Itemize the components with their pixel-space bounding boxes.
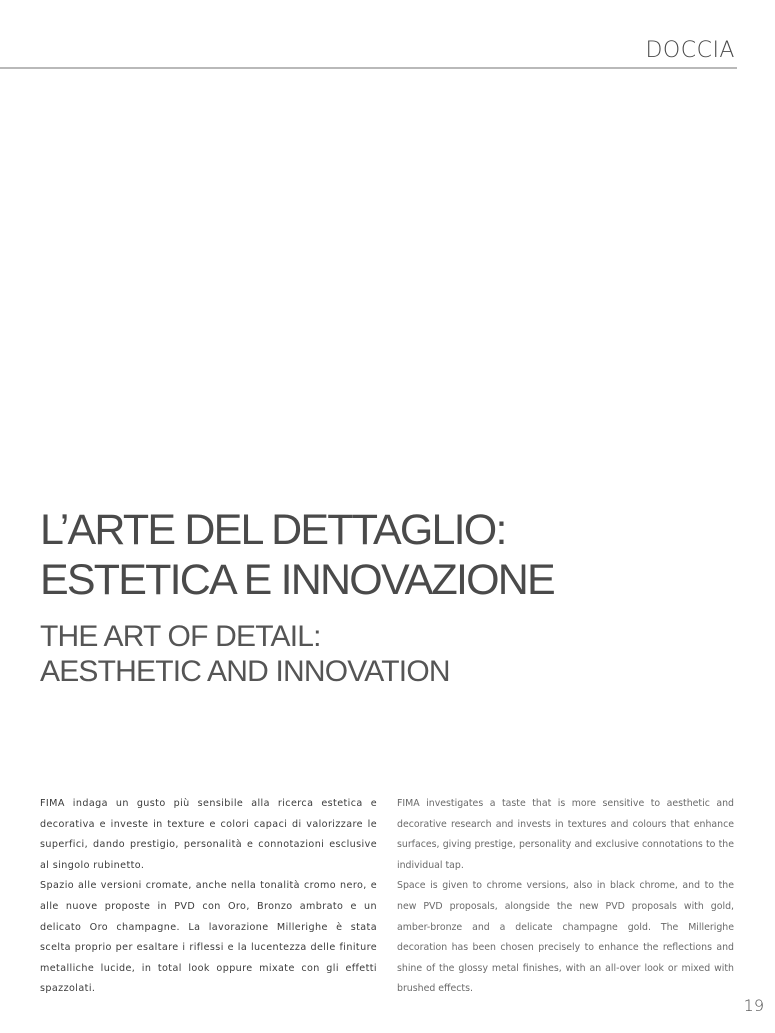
body-english-paragraph-1: FIMA investigates a taste that is more sensitive to aesthetic and decorative research and invests in textures and colours that enhance surfaces, giving prestige, personality and exclusive connotations to the individual tap. (397, 798, 734, 871)
title-english (40, 619, 740, 689)
title-italian-line-1: L’ARTE DEL DETTAGLIO: (40, 506, 506, 554)
body-italian-paragraph-1: FIMA indaga un gusto più sensibile alla ricerca estetica e decorativa e investe in texture e colori capaci di valorizzare le superfici, dando prestigio, personalità e connotazioni esclusive al singolo rubinetto. (40, 798, 377, 871)
header-rule (0, 67, 737, 69)
title-english-line-1: THE ART OF DETAIL: (40, 620, 321, 653)
body-english-paragraph-2: Space is given to chrome versions, also in black chrome, and to the new PVD proposals, alongside the new PVD proposals with gold, amber-bronze and a delicate champagne gold. The Millerighe decoration has been chosen precisely to enhance the reflections and shine of the glossy metal finishes, with an all-over look or mixed with brushed effects. (397, 880, 734, 995)
body-column-english (397, 794, 734, 1000)
title-italian (40, 505, 740, 605)
body-column-italian (40, 794, 377, 1000)
page-number: 19 (743, 996, 764, 1015)
title-italian-line-2: ESTETICA E INNOVAZIONE (40, 556, 554, 604)
body-italian-paragraph-2: Spazio alle versioni cromate, anche nella tonalità cromo nero, e alle nuove proposte in PVD con Oro, Bronzo ambrato e un delicato Oro champagne. La lavorazione Millerighe è stata scelta proprio per esaltare i riflessi e la lucentezza delle finiture metalliche lucide, in total look oppure mixate con gli effetti spazzolati. (40, 880, 377, 995)
section-label: DOCCIA (645, 38, 735, 63)
title-english-line-2: AESTHETIC AND INNOVATION (40, 655, 450, 688)
